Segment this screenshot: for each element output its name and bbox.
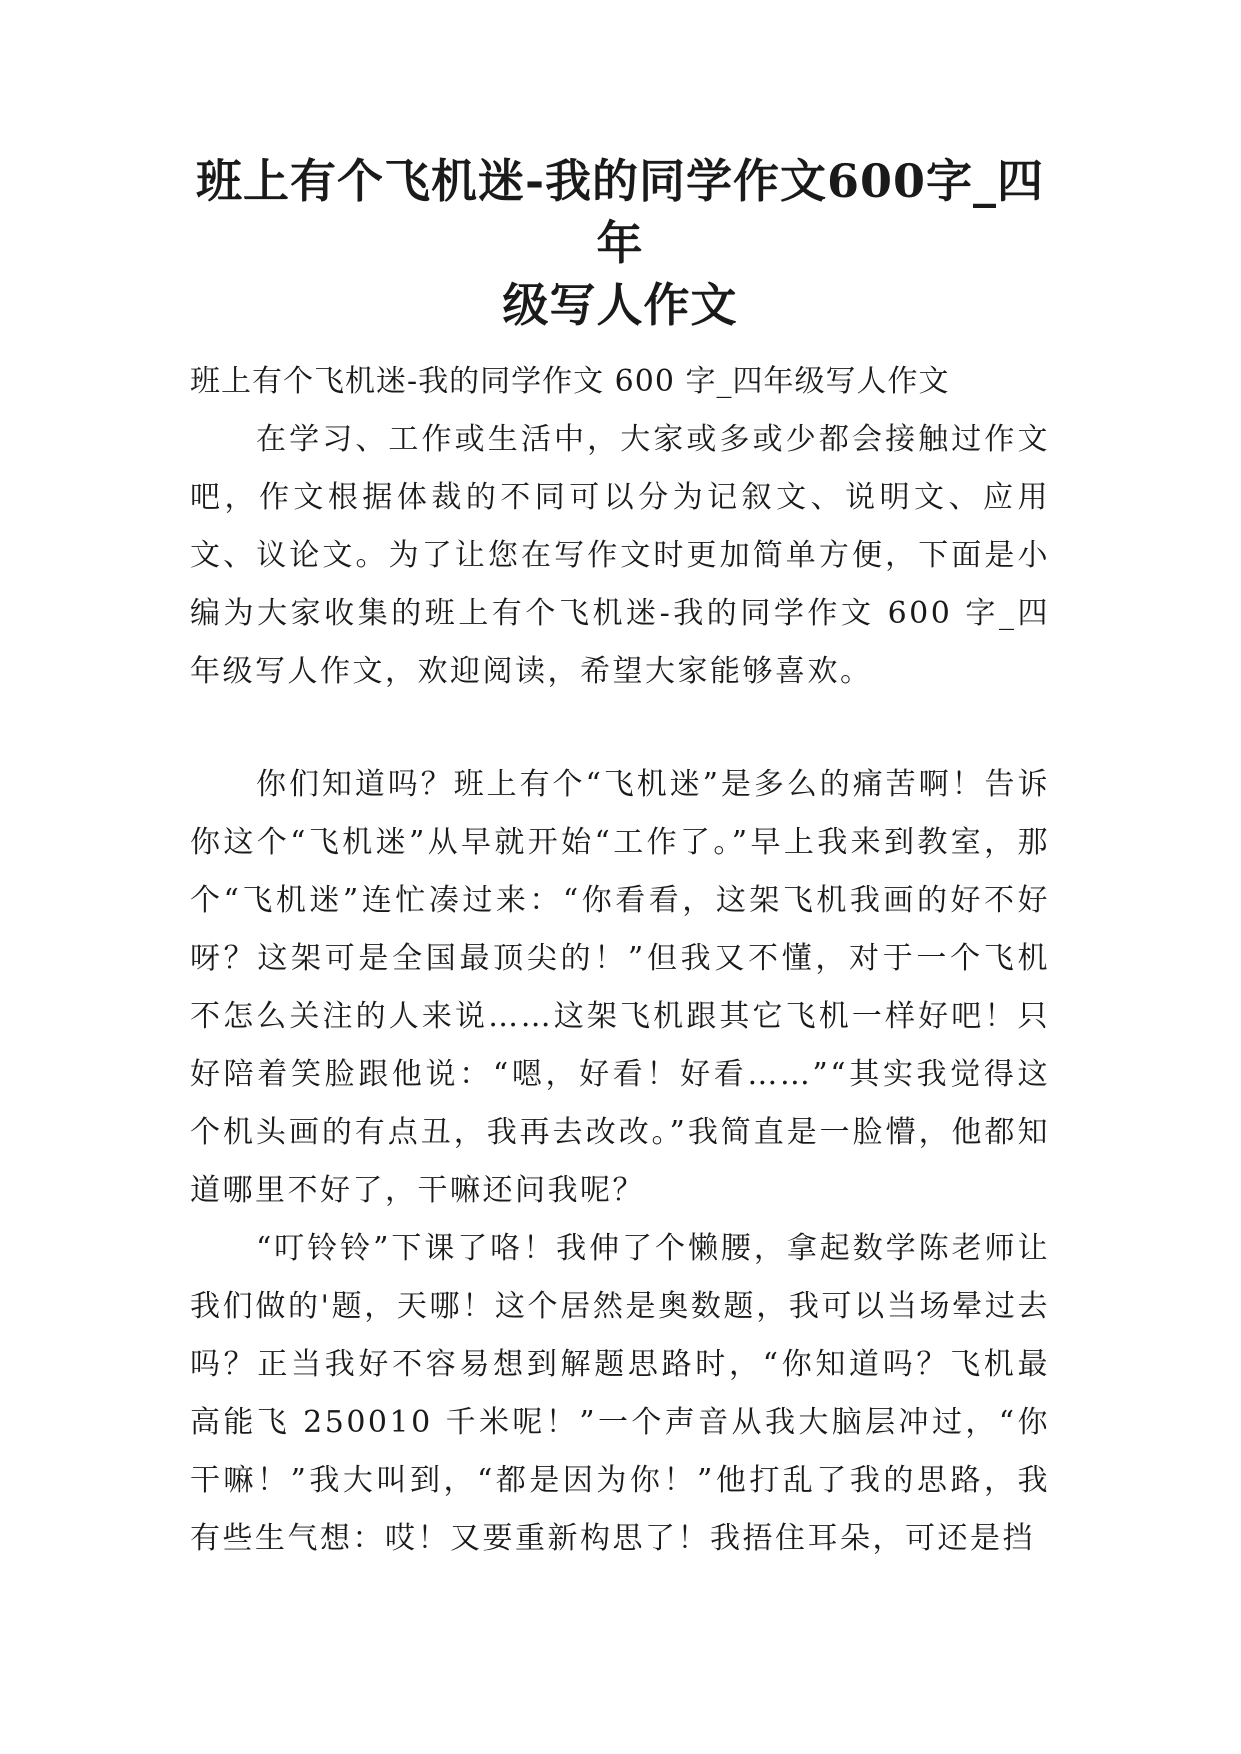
document-title [190, 150, 1050, 336]
title-line-1: 班上有个飞机迷-我的同学作文600字_四年 [195, 154, 1045, 270]
intro-paragraph: 在学习、工作或生活中，大家或多或少都会接触过作文吧，作文根据体裁的不同可以分为记叙文、说明文、应用文、议论文。为了让您在写作文时更加简单方便，下面是小编为大家收集的班上有个飞机迷-我的同学作文 600 字_四年级写人作文，欢迎阅读，希望大家能够喜欢。 [190, 422, 1050, 689]
body-paragraph-1: 你们知道吗？班上有个“飞机迷”是多么的痛苦啊！告诉你这个“飞机迷”从早就开始“工作了。”早上我来到教室，那个“飞机迷”连忙凑过来：“你看看，这架飞机我画的好不好呀？这架可是全国最顶尖的！”但我又不懂，对于一个飞机不怎么关注的人来说……这架飞机跟其它飞机一样好吧！只好陪着笑脸跟他说：“嗯，好看！好看……”“其实我觉得这个机头画的有点丑，我再去改改。”我简直是一脸懵，他都知道哪里不好了，干嘛还问我呢？ [190, 767, 1050, 1208]
title-line-2: 级写人作文 [502, 278, 738, 332]
body-paragraph-2: “叮铃铃”下课了咯！我伸了个懒腰，拿起数学陈老师让我们做的'题，天哪！这个居然是奥数题，我可以当场晕过去吗？正当我好不容易想到解题思路时，“你知道吗？飞机最高能飞 250010 千米呢！”一个声音从我大脑层冲过，“你干嘛！”我大叫到，“都是因为你！”他打乱了我的思路，我有些生气想：哎！又要重新构思了！我捂住耳朵，可还是挡 [190, 1231, 1050, 1556]
document-subtitle: 班上有个飞机迷-我的同学作文 600 字_四年级写人作文 [190, 364, 950, 399]
